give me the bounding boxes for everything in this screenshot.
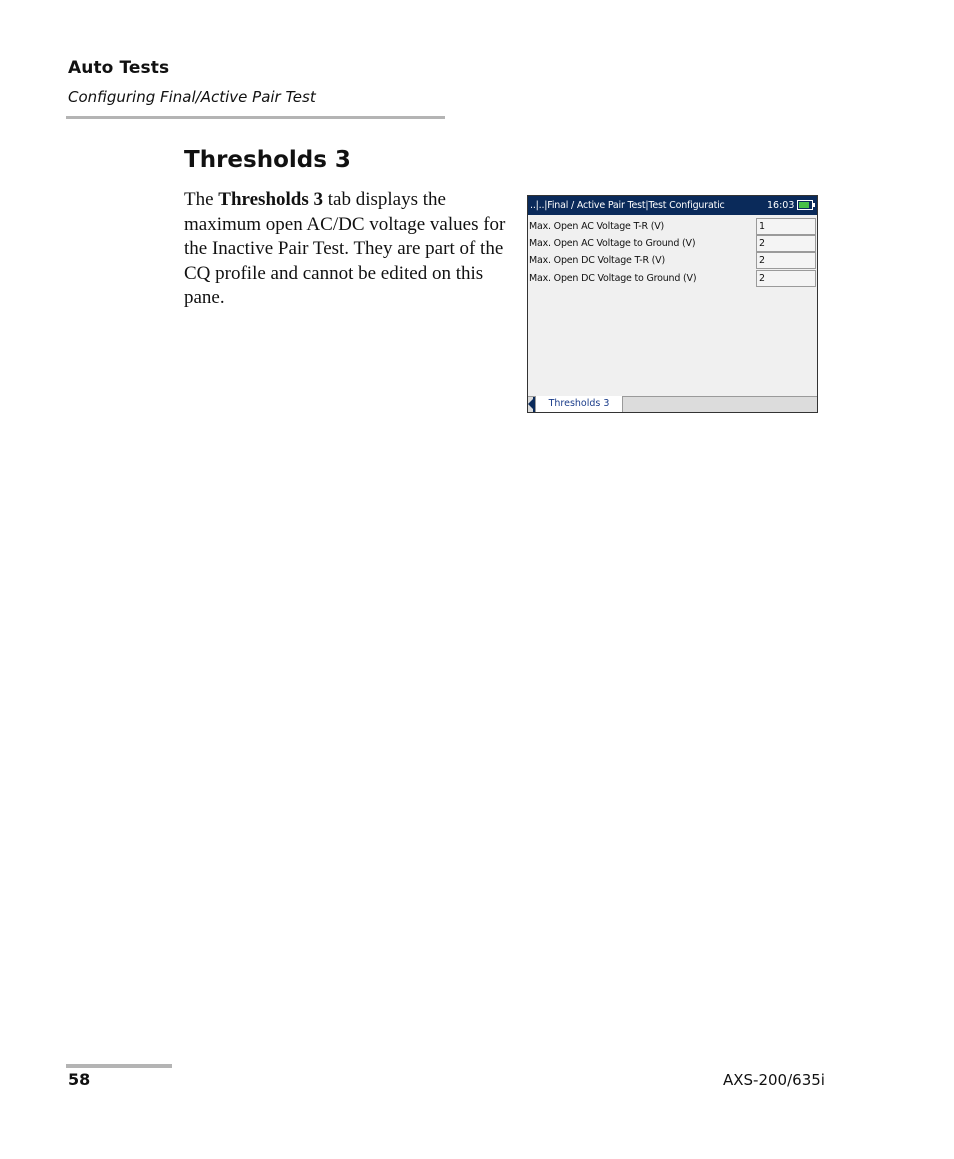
running-header-subsection: Configuring Final/Active Pair Test xyxy=(68,88,316,106)
threshold-row-dc-ground xyxy=(528,270,817,287)
threshold-label: Max. Open DC Voltage T-R (V) xyxy=(529,255,665,266)
device-clock: 16:03 xyxy=(767,200,795,211)
product-name: AXS-200/635i xyxy=(723,1071,825,1089)
battery-icon xyxy=(797,200,813,210)
threshold-value-field[interactable]: 1 xyxy=(756,218,816,235)
device-screen xyxy=(527,195,818,413)
threshold-label: Max. Open AC Voltage to Ground (V) xyxy=(529,238,696,249)
threshold-value-field[interactable]: 2 xyxy=(756,270,816,287)
threshold-label: Max. Open DC Voltage to Ground (V) xyxy=(529,273,697,284)
device-title: ..|..|Final / Active Pair Test|Test Configuratic xyxy=(530,200,725,211)
tab-thresholds-3[interactable]: Thresholds 3 xyxy=(535,396,623,413)
body-text-after: tab displays the maximum open AC/DC voltage values for the Inactive Pair Test. They are part of the CQ profile and cannot be edited on this pane. xyxy=(184,189,506,308)
threshold-row-dc-tr xyxy=(528,252,817,269)
running-header-section: Auto Tests xyxy=(68,58,170,78)
threshold-row-ac-ground xyxy=(528,235,817,252)
battery-terminal xyxy=(813,203,815,207)
battery-level xyxy=(799,202,809,208)
threshold-label: Max. Open AC Voltage T-R (V) xyxy=(529,221,665,232)
section-title: Thresholds 3 xyxy=(184,147,351,173)
threshold-value-field[interactable]: 2 xyxy=(756,235,816,252)
threshold-row-ac-tr xyxy=(528,218,817,235)
device-tab-bar xyxy=(528,396,817,412)
body-text-before: The xyxy=(184,189,219,210)
page-number: 58 xyxy=(68,1070,91,1089)
body-text-bold: Thresholds 3 xyxy=(218,189,324,210)
body-paragraph xyxy=(184,188,516,311)
header-rule xyxy=(66,116,445,119)
threshold-value-field[interactable]: 2 xyxy=(756,252,816,269)
device-titlebar xyxy=(528,196,817,215)
footer-rule xyxy=(66,1064,172,1068)
